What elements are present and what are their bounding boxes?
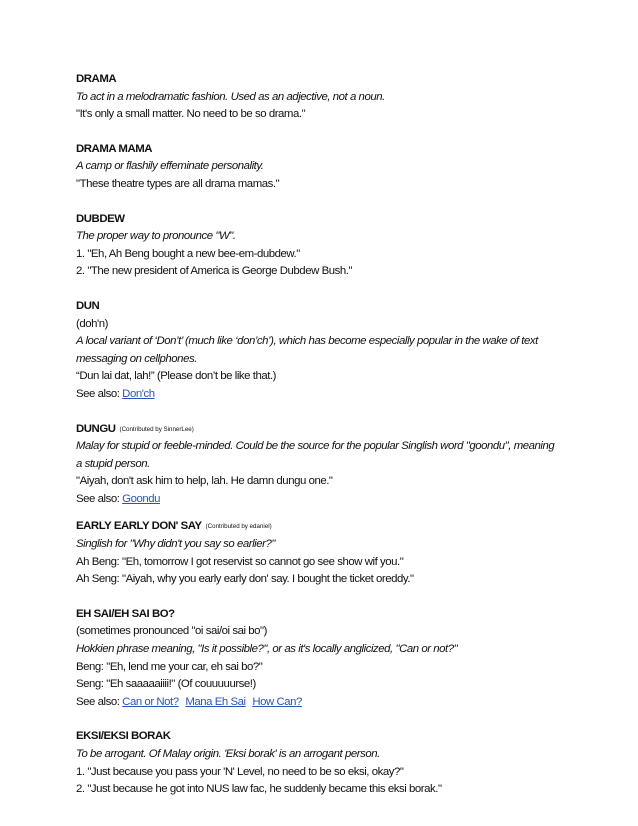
entry-dubdew [76, 211, 598, 281]
see-also-link-how-can[interactable]: How Can? [252, 695, 302, 708]
entry-dungu [76, 421, 598, 509]
entry-example: "It's only a small matter. No need to be so drama." [76, 108, 306, 121]
entry-dialogue-2: Seng: "Eh saaaaaiiii!" (Of couuuuurse!) [76, 678, 256, 691]
entry-example-2: 2. "Just because he got into NUS law fac, he suddenly became this eksi borak." [76, 783, 442, 796]
entry-dialogue-1: Beng: "Eh, lend me your car, eh sai bo?" [76, 660, 263, 673]
entry-term-row [76, 421, 598, 439]
entry-definition-line-1: Malay for stupid or feeble-minded. Could be the source for the popular Singlish word "goondu", meaning [76, 440, 555, 453]
entry-term: DUNGU [76, 422, 116, 435]
see-also-row [76, 386, 598, 404]
entry-drama [76, 71, 598, 124]
entry-example-1: 1. "Eh, Ah Beng bought a new bee-em-dubdew." [76, 247, 300, 260]
entry-example: "Aiyah, don't ask him to help, lah. He damn dungu one." [76, 475, 333, 488]
entry-term: EH SAI/EH SAI BO? [76, 607, 175, 620]
entry-pronunciation: (sometimes pronounced "oi sai/oi sai bo") [76, 625, 267, 638]
entry-term: DUN [76, 299, 100, 312]
entry-definition-line-2: a stupid person. [76, 457, 150, 470]
entry-term: EARLY EARLY DON' SAY [76, 520, 202, 533]
entry-dun [76, 298, 598, 404]
entry-definition: To be arrogant. Of Malay origin. 'Eksi borak' is an arrogant person. [76, 748, 380, 760]
entry-pronunciation: (doh'n) [76, 317, 108, 330]
entry-early-early-dont-say [76, 518, 598, 588]
entry-definition: Hokkien phrase meaning, "Is it possible?", or as it's locally anglicized, "Can or not?" [76, 643, 458, 656]
see-also-link-goondu[interactable]: Goondu [122, 492, 161, 505]
see-also-label: See also: [76, 387, 120, 400]
entry-dialogue-2: Ah Seng: "Aiyah, why you early early don' say. I bought the ticket oreddy." [76, 573, 414, 586]
entry-definition: To act in a melodramatic fashion. Used as an adjective, not a noun. [76, 90, 385, 103]
entry-dialogue-1: Ah Beng: "Eh, tomorrow I got reservist so cannot go see show wif you." [76, 555, 404, 568]
see-also-label: See also: [76, 695, 120, 708]
entry-example: "These theatre types are all drama mamas." [76, 177, 280, 190]
entry-definition: The proper way to pronounce "W". [76, 230, 236, 243]
see-also-label: See also: [76, 492, 120, 505]
see-also-row [76, 491, 598, 509]
entry-term: DRAMA MAMA [76, 142, 153, 155]
entry-definition-line-1: A local variant of ‘Don’t’ (much like ‘don’ch’), which has become especially popular in the wake of text [76, 335, 538, 348]
see-also-link-donch[interactable]: Don'ch [122, 387, 155, 400]
entry-definition: Singlish for "Why didn't you say so earlier?" [76, 538, 275, 551]
entry-term-row [76, 518, 598, 536]
entry-example: “Dun lai dat, lah!” (Please don’t be like that.) [76, 370, 277, 383]
see-also-link-can-or-not[interactable]: Can or Not? [122, 695, 179, 708]
entry-eksi-borak [76, 728, 598, 798]
entry-term: DRAMA [76, 73, 117, 85]
contributor-note: (Contributed by edaniel) [205, 523, 272, 531]
entry-term: EKSI/EKSI BORAK [76, 730, 171, 743]
entry-definition-line-2: messaging on cellphones. [76, 352, 197, 365]
entry-example-1: 1. "Just because you pass your 'N' Level, no need to be so eksi, okay?" [76, 765, 404, 778]
entry-eh-sai [76, 606, 598, 712]
contributor-note: (Contributed by SinnerLee) [119, 425, 194, 433]
entry-definition: A camp or flashily effeminate personality. [76, 160, 264, 173]
entry-term: DUBDEW [76, 212, 125, 225]
see-also-link-mana-eh-sai[interactable]: Mana Eh Sai [185, 695, 246, 708]
see-also-row [76, 694, 598, 712]
entry-example-2: 2. "The new president of America is George Dubdew Bush." [76, 265, 353, 278]
entry-drama-mama [76, 141, 598, 194]
